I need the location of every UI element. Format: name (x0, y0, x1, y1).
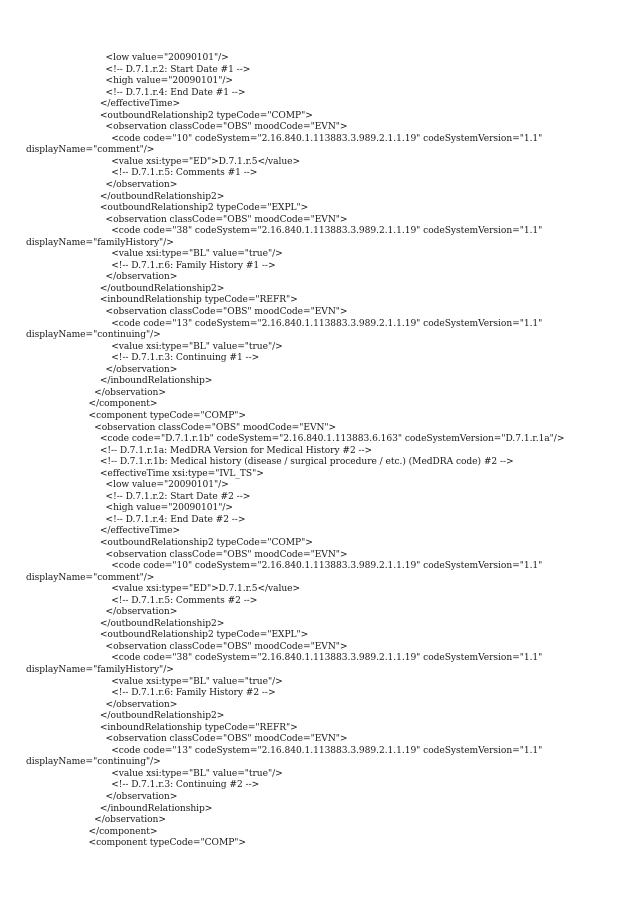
code-line: <!-- D.7.1.r.3: Continuing #2 --> (26, 780, 260, 791)
code-line: displayName="comment"/> (26, 145, 155, 156)
code-line: <code code="10" codeSystem="2.16.840.1.113883.3.989.2.1.1.19" codeSystemVersion="1.1" (26, 133, 543, 144)
code-line: displayName="familyHistory"/> (26, 237, 174, 248)
code-line: <code code="38" codeSystem="2.16.840.1.113883.3.989.2.1.1.19" codeSystemVersion="1.1" (26, 226, 543, 237)
code-line: <high value="20090101"/> (26, 503, 233, 514)
code-line: <!-- D.7.1.r.2: Start Date #2 --> (26, 491, 251, 502)
code-line: </outboundRelationship2> (26, 618, 225, 629)
code-line: </outboundRelationship2> (26, 191, 225, 202)
code-line: <!-- D.7.1.r.1b: Medical history (disease / surgical procedure / etc.) (MedDRA code) #2 --> (26, 457, 514, 468)
code-line: </outboundRelationship2> (26, 283, 225, 294)
code-line: <outboundRelationship2 typeCode="EXPL"> (26, 203, 309, 214)
code-line: <observation classCode="OBS" moodCode="EVN"> (26, 734, 348, 745)
code-line: <low value="20090101"/> (26, 53, 229, 63)
code-line: <effectiveTime xsi:type="IVL_TS"> (26, 468, 264, 479)
code-line: <code code="38" codeSystem="2.16.840.1.113883.3.989.2.1.1.19" codeSystemVersion="1.1" (26, 653, 543, 664)
code-line: </outboundRelationship2> (26, 711, 225, 722)
code-line: </observation> (26, 364, 178, 375)
code-line: <code code="13" codeSystem="2.16.840.1.113883.3.989.2.1.1.19" codeSystemVersion="1.1" (26, 318, 543, 329)
code-line: <outboundRelationship2 typeCode="COMP"> (26, 537, 313, 548)
code-line: <value xsi:type="BL" value="true"/> (26, 341, 283, 352)
code-line: </observation> (26, 792, 178, 802)
code-line: <observation classCode="OBS" moodCode="EVN"> (26, 641, 348, 652)
code-line: <!-- D.7.1.r.5: Comments #2 --> (26, 595, 258, 606)
code-line: <observation classCode="OBS" moodCode="EVN"> (26, 422, 337, 433)
code-line: <!-- D.7.1.r.1a: MedDRA Version for Medical History #2 --> (26, 445, 373, 456)
code-line: <value xsi:type="BL" value="true"/> (26, 676, 283, 687)
code-line: <component typeCode="COMP"> (26, 410, 246, 421)
code-line: <observation classCode="OBS" moodCode="EVN"> (26, 122, 348, 133)
code-line: displayName="familyHistory"/> (26, 664, 174, 675)
code-line: </observation> (26, 272, 178, 283)
code-line: <!-- D.7.1.r.5: Comments #1 --> (26, 168, 258, 179)
code-line: </observation> (26, 180, 178, 191)
code-line: <code code="13" codeSystem="2.16.840.1.113883.3.989.2.1.1.19" codeSystemVersion="1.1" (26, 745, 543, 756)
code-line: <observation classCode="OBS" moodCode="EVN"> (26, 549, 348, 560)
code-line: <component typeCode="COMP"> (26, 838, 246, 849)
code-line: displayName="comment"/> (26, 572, 155, 583)
code-line: <high value="20090101"/> (26, 76, 233, 87)
code-line: </effectiveTime> (26, 99, 181, 110)
code-line: </component> (26, 399, 158, 410)
code-line: </inboundRelationship> (26, 803, 213, 814)
code-line: <!-- D.7.1.r.6: Family History #2 --> (26, 688, 276, 699)
code-line: <!-- D.7.1.r.4: End Date #1 --> (26, 87, 246, 98)
code-line: <inboundRelationship typeCode="REFR"> (26, 722, 298, 733)
code-line: <value xsi:type="BL" value="true"/> (26, 249, 283, 260)
code-line: <value xsi:type="ED">D.7.1.r.5</value> (26, 156, 301, 167)
code-line: <!-- D.7.1.r.3: Continuing #1 --> (26, 353, 260, 364)
code-line: </effectiveTime> (26, 526, 181, 537)
code-line: </observation> (26, 387, 166, 398)
code-line: <!-- D.7.1.r.6: Family History #1 --> (26, 260, 276, 271)
code-line: </inboundRelationship> (26, 376, 213, 387)
code-line: </observation> (26, 607, 178, 618)
code-line: </observation> (26, 815, 166, 826)
code-line: <outboundRelationship2 typeCode="EXPL"> (26, 630, 309, 641)
code-line: <!-- D.7.1.r.2: Start Date #1 --> (26, 64, 251, 75)
code-line: <!-- D.7.1.r.4: End Date #2 --> (26, 514, 246, 525)
code-line: <observation classCode="OBS" moodCode="EVN"> (26, 214, 348, 225)
code-line: <value xsi:type="ED">D.7.1.r.5</value> (26, 584, 301, 595)
code-line: <low value="20090101"/> (26, 480, 229, 491)
code-line: <inboundRelationship typeCode="REFR"> (26, 295, 298, 306)
code-line: </observation> (26, 699, 178, 710)
code-line: <code code="D.7.1.r.1b" codeSystem="2.16.840.1.113883.6.163" codeSystemVersion="D.7.1.r.1a"/> (26, 434, 565, 445)
code-line: displayName="continuing"/> (26, 757, 161, 768)
code-line: displayName="continuing"/> (26, 330, 161, 341)
code-line: <outboundRelationship2 typeCode="COMP"> (26, 110, 313, 121)
code-line: </component> (26, 826, 158, 837)
xml-code-listing (26, 53, 626, 850)
code-line: <observation classCode="OBS" moodCode="EVN"> (26, 307, 348, 318)
code-line: <value xsi:type="BL" value="true"/> (26, 768, 283, 779)
code-line: <code code="10" codeSystem="2.16.840.1.113883.3.989.2.1.1.19" codeSystemVersion="1.1" (26, 561, 543, 572)
